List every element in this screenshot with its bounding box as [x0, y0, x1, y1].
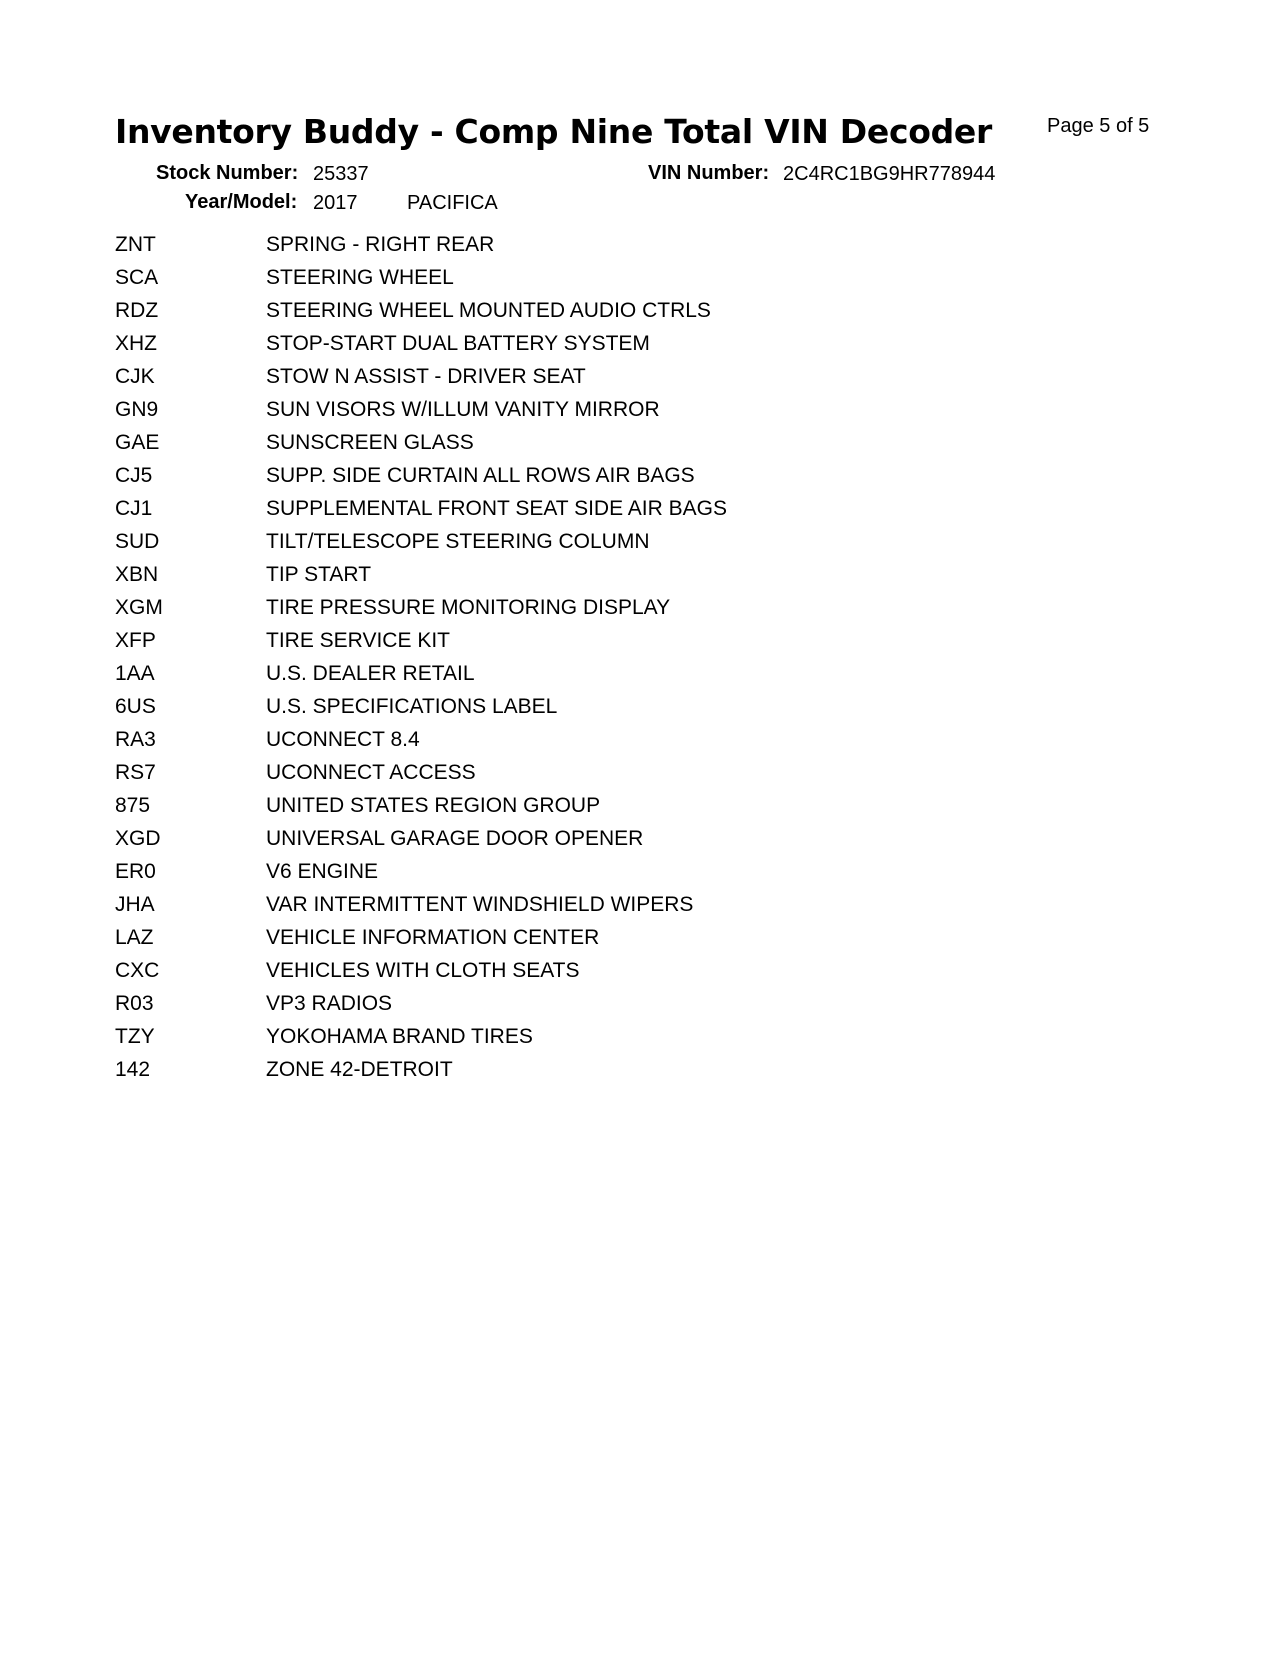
- option-code: XBN: [115, 562, 159, 586]
- option-code: XGM: [115, 595, 163, 619]
- list-item: [115, 657, 727, 690]
- option-code: XFP: [115, 628, 156, 652]
- option-code: RS7: [115, 760, 156, 784]
- option-description: UCONNECT 8.4: [266, 727, 420, 751]
- list-item: [115, 459, 727, 492]
- option-description: ZONE 42-DETROIT: [266, 1057, 453, 1081]
- option-code: JHA: [115, 892, 155, 916]
- option-description: VAR INTERMITTENT WINDSHIELD WIPERS: [266, 892, 694, 916]
- stock-number-label: Stock Number:: [156, 162, 299, 184]
- option-description: U.S. DEALER RETAIL: [266, 661, 475, 685]
- option-description: SPRING - RIGHT REAR: [266, 232, 495, 256]
- list-item: [115, 690, 727, 723]
- option-code: CJ1: [115, 496, 153, 520]
- list-item: [115, 294, 727, 327]
- option-description: VEHICLES WITH CLOTH SEATS: [266, 958, 580, 982]
- option-description: V6 ENGINE: [266, 859, 379, 883]
- option-code: RA3: [115, 727, 156, 751]
- option-code: 142: [115, 1057, 151, 1081]
- model-value: PACIFICA: [407, 192, 498, 214]
- year-model-label: Year/Model:: [185, 191, 298, 213]
- list-item: [115, 426, 727, 459]
- option-description: TIRE SERVICE KIT: [266, 628, 450, 652]
- option-code: CJK: [115, 364, 155, 388]
- list-item: [115, 756, 727, 789]
- option-code: 875: [115, 793, 151, 817]
- option-description: STOP-START DUAL BATTERY SYSTEM: [266, 331, 650, 355]
- option-description: VEHICLE INFORMATION CENTER: [266, 925, 600, 949]
- option-description: UNITED STATES REGION GROUP: [266, 793, 601, 817]
- list-item: [115, 393, 727, 426]
- option-code: R03: [115, 991, 154, 1015]
- list-item: [115, 558, 727, 591]
- option-code: ER0: [115, 859, 156, 883]
- option-code: XGD: [115, 826, 161, 850]
- option-description: SUPPLEMENTAL FRONT SEAT SIDE AIR BAGS: [266, 496, 727, 520]
- option-code: CXC: [115, 958, 160, 982]
- option-description: YOKOHAMA BRAND TIRES: [266, 1024, 533, 1048]
- list-item: [115, 954, 727, 987]
- option-description: TILT/TELESCOPE STEERING COLUMN: [266, 529, 650, 553]
- list-item: [115, 360, 727, 393]
- list-item: [115, 261, 727, 294]
- option-description: SUNSCREEN GLASS: [266, 430, 474, 454]
- list-item: [115, 228, 727, 261]
- option-code: CJ5: [115, 463, 153, 487]
- option-description: VP3 RADIOS: [266, 991, 393, 1015]
- option-description: SUPP. SIDE CURTAIN ALL ROWS AIR BAGS: [266, 463, 695, 487]
- option-code: GAE: [115, 430, 160, 454]
- option-description: TIP START: [266, 562, 372, 586]
- list-item: [115, 525, 727, 558]
- list-item: [115, 1020, 727, 1053]
- option-description: TIRE PRESSURE MONITORING DISPLAY: [266, 595, 671, 619]
- list-item: [115, 591, 727, 624]
- list-item: [115, 888, 727, 921]
- option-description: UNIVERSAL GARAGE DOOR OPENER: [266, 826, 644, 850]
- option-code: RDZ: [115, 298, 159, 322]
- option-description: UCONNECT ACCESS: [266, 760, 476, 784]
- option-code: 6US: [115, 694, 156, 718]
- list-item: [115, 327, 727, 360]
- option-code: 1AA: [115, 661, 155, 685]
- stock-number-value: 25337: [313, 163, 369, 185]
- page-number: Page 5 of 5: [1047, 115, 1150, 137]
- option-code: XHZ: [115, 331, 157, 355]
- list-item: [115, 855, 727, 888]
- option-code: SUD: [115, 529, 160, 553]
- list-item: [115, 624, 727, 657]
- option-description: U.S. SPECIFICATIONS LABEL: [266, 694, 558, 718]
- option-code: LAZ: [115, 925, 154, 949]
- vin-number-label: VIN Number:: [648, 162, 770, 184]
- list-item: [115, 987, 727, 1020]
- list-item: [115, 921, 727, 954]
- page-title: Inventory Buddy - Comp Nine Total VIN Decoder: [115, 112, 992, 151]
- option-list: [115, 228, 727, 1086]
- list-item: [115, 492, 727, 525]
- option-description: STOW N ASSIST - DRIVER SEAT: [266, 364, 586, 388]
- option-code: ZNT: [115, 232, 156, 256]
- vin-number-value: 2C4RC1BG9HR778944: [783, 163, 996, 185]
- option-code: SCA: [115, 265, 159, 289]
- option-code: GN9: [115, 397, 159, 421]
- option-description: STEERING WHEEL MOUNTED AUDIO CTRLS: [266, 298, 711, 322]
- year-value: 2017: [313, 192, 358, 214]
- list-item: [115, 789, 727, 822]
- option-description: SUN VISORS W/ILLUM VANITY MIRROR: [266, 397, 660, 421]
- list-item: [115, 1053, 727, 1086]
- option-description: STEERING WHEEL: [266, 265, 454, 289]
- list-item: [115, 822, 727, 855]
- list-item: [115, 723, 727, 756]
- option-code: TZY: [115, 1024, 155, 1048]
